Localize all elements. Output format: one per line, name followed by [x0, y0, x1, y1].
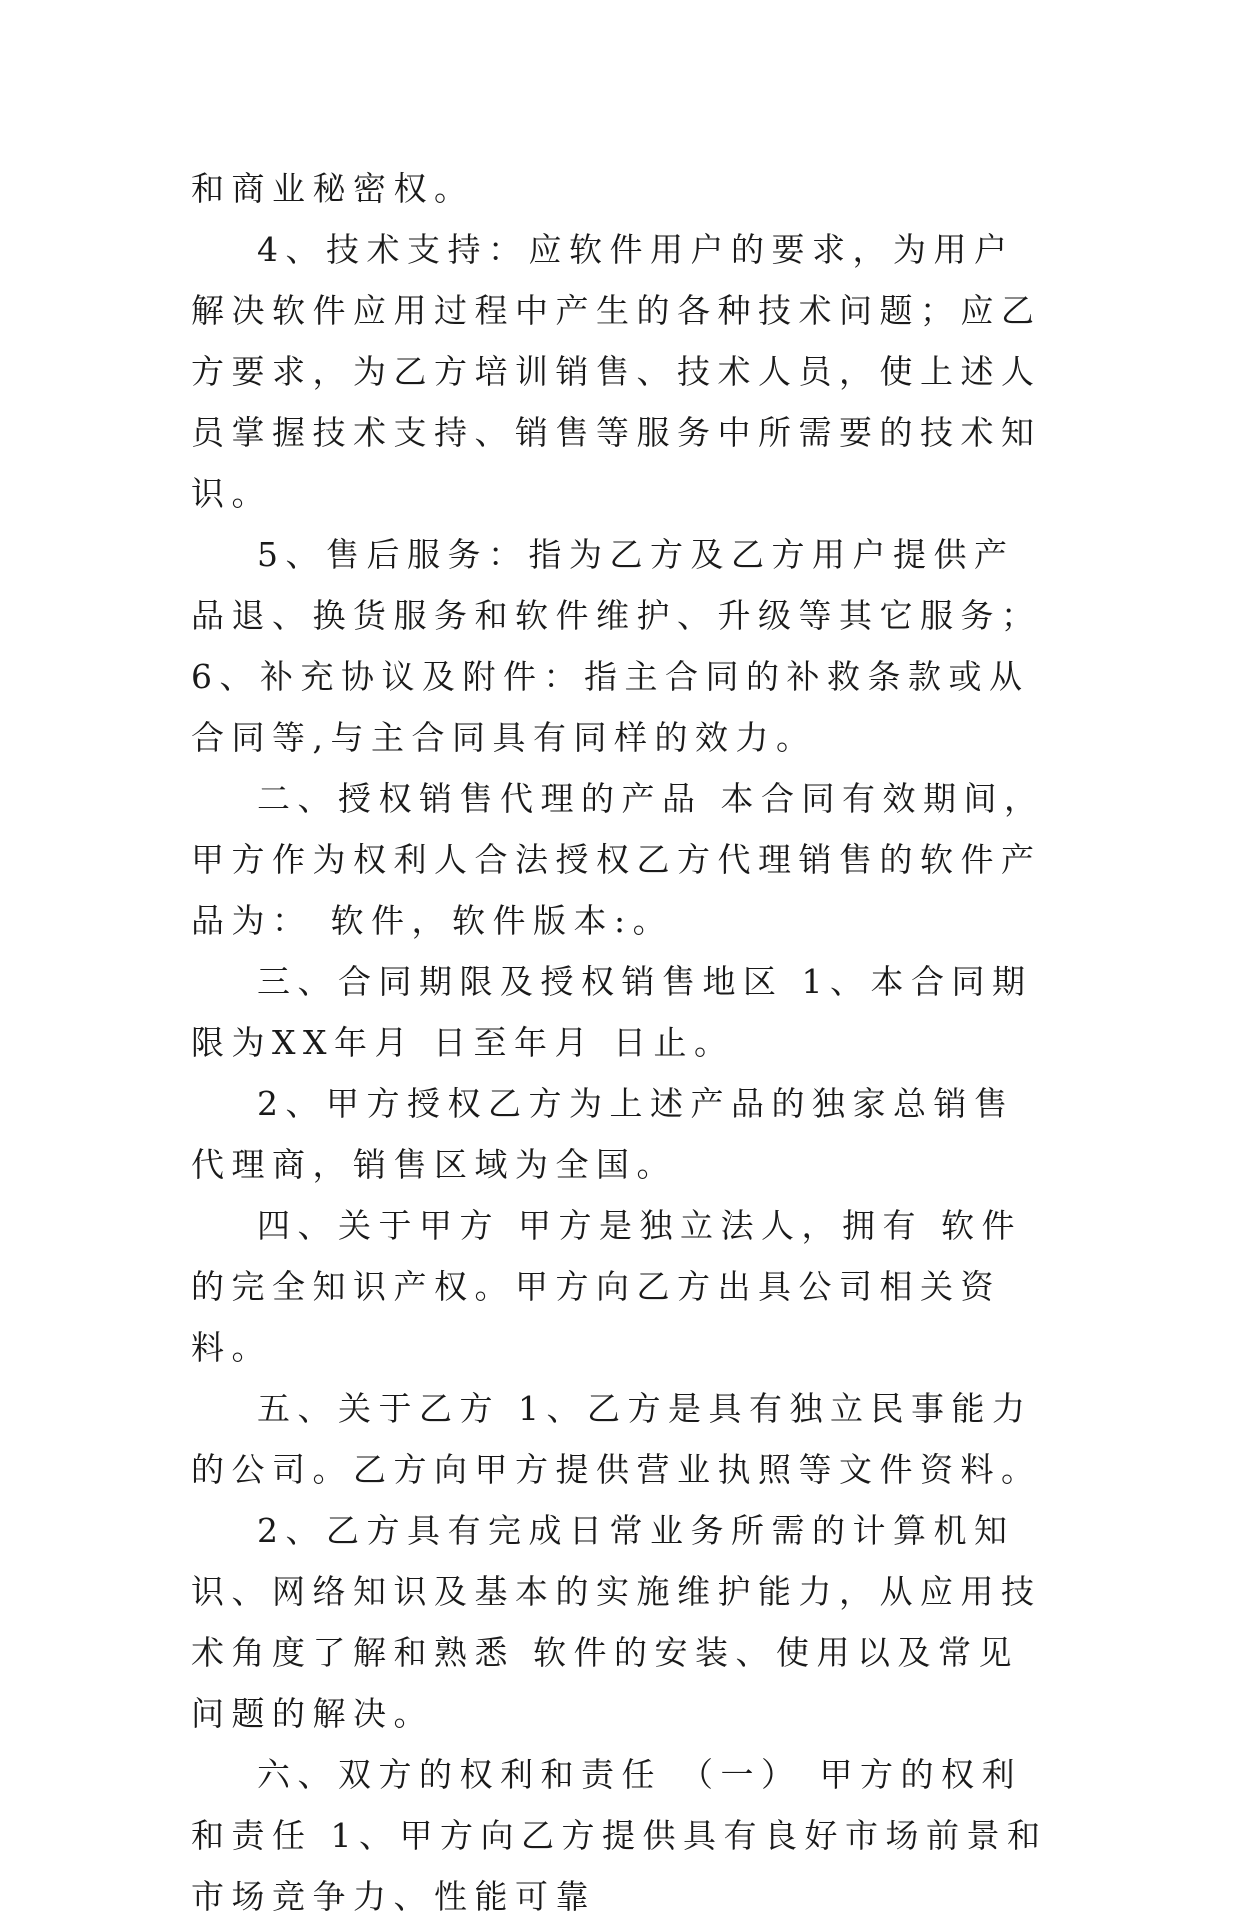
paragraph: 2、甲方授权乙方为上述产品的独家总销售代理商，销售区域为全国。: [191, 1084, 1015, 1184]
paragraph: 二、授权销售代理的产品 本合同有效期间，甲方作为权利人合法授权乙方代理销售的软件产品为： 软件，软件版本:。: [191, 779, 1045, 940]
paragraph: 四、关于甲方 甲方是独立法人，拥有 软件的完全知识产权。甲方向乙方出具公司相关资料。: [191, 1206, 1022, 1367]
paragraph: 4、技术支持：应软件用户的要求，为用户解决软件应用过程中产生的各种技术问题；应乙方要求，为乙方培训销售、技术人员，使上述人员掌握技术支持、销售等服务中所需要的技术知识。: [191, 230, 1042, 513]
paragraph: 和商业秘密权。: [191, 169, 475, 208]
paragraph: 2、乙方具有完成日常业务所需的计算机知识、网络知识及基本的实施维护能力，从应用技术角度了解和熟悉 软件的安装、使用以及常见问题的解决。: [191, 1511, 1042, 1733]
paragraph: 5、售后服务：指为乙方及乙方用户提供产品退、换货服务和软件维护、升级等其它服务； 6、补充协议及附件：指主合同的补救条款或从合同等,与主合同具有同样的效力。: [191, 535, 1042, 757]
paragraph: 六、双方的权利和责任 （一） 甲方的权利和责任 1、甲方向乙方提供具有良好市场前景和市场竞争力、性能可靠: [191, 1755, 1048, 1916]
paragraph: 五、关于乙方 1、乙方是具有独立民事能力的公司。乙方向甲方提供营业执照等文件资料。: [191, 1389, 1042, 1489]
paragraph: 三、合同期限及授权销售地区 1、本合同期限为XX年月 日至年月 日止。: [191, 962, 1033, 1062]
document-body: [191, 158, 1049, 1927]
